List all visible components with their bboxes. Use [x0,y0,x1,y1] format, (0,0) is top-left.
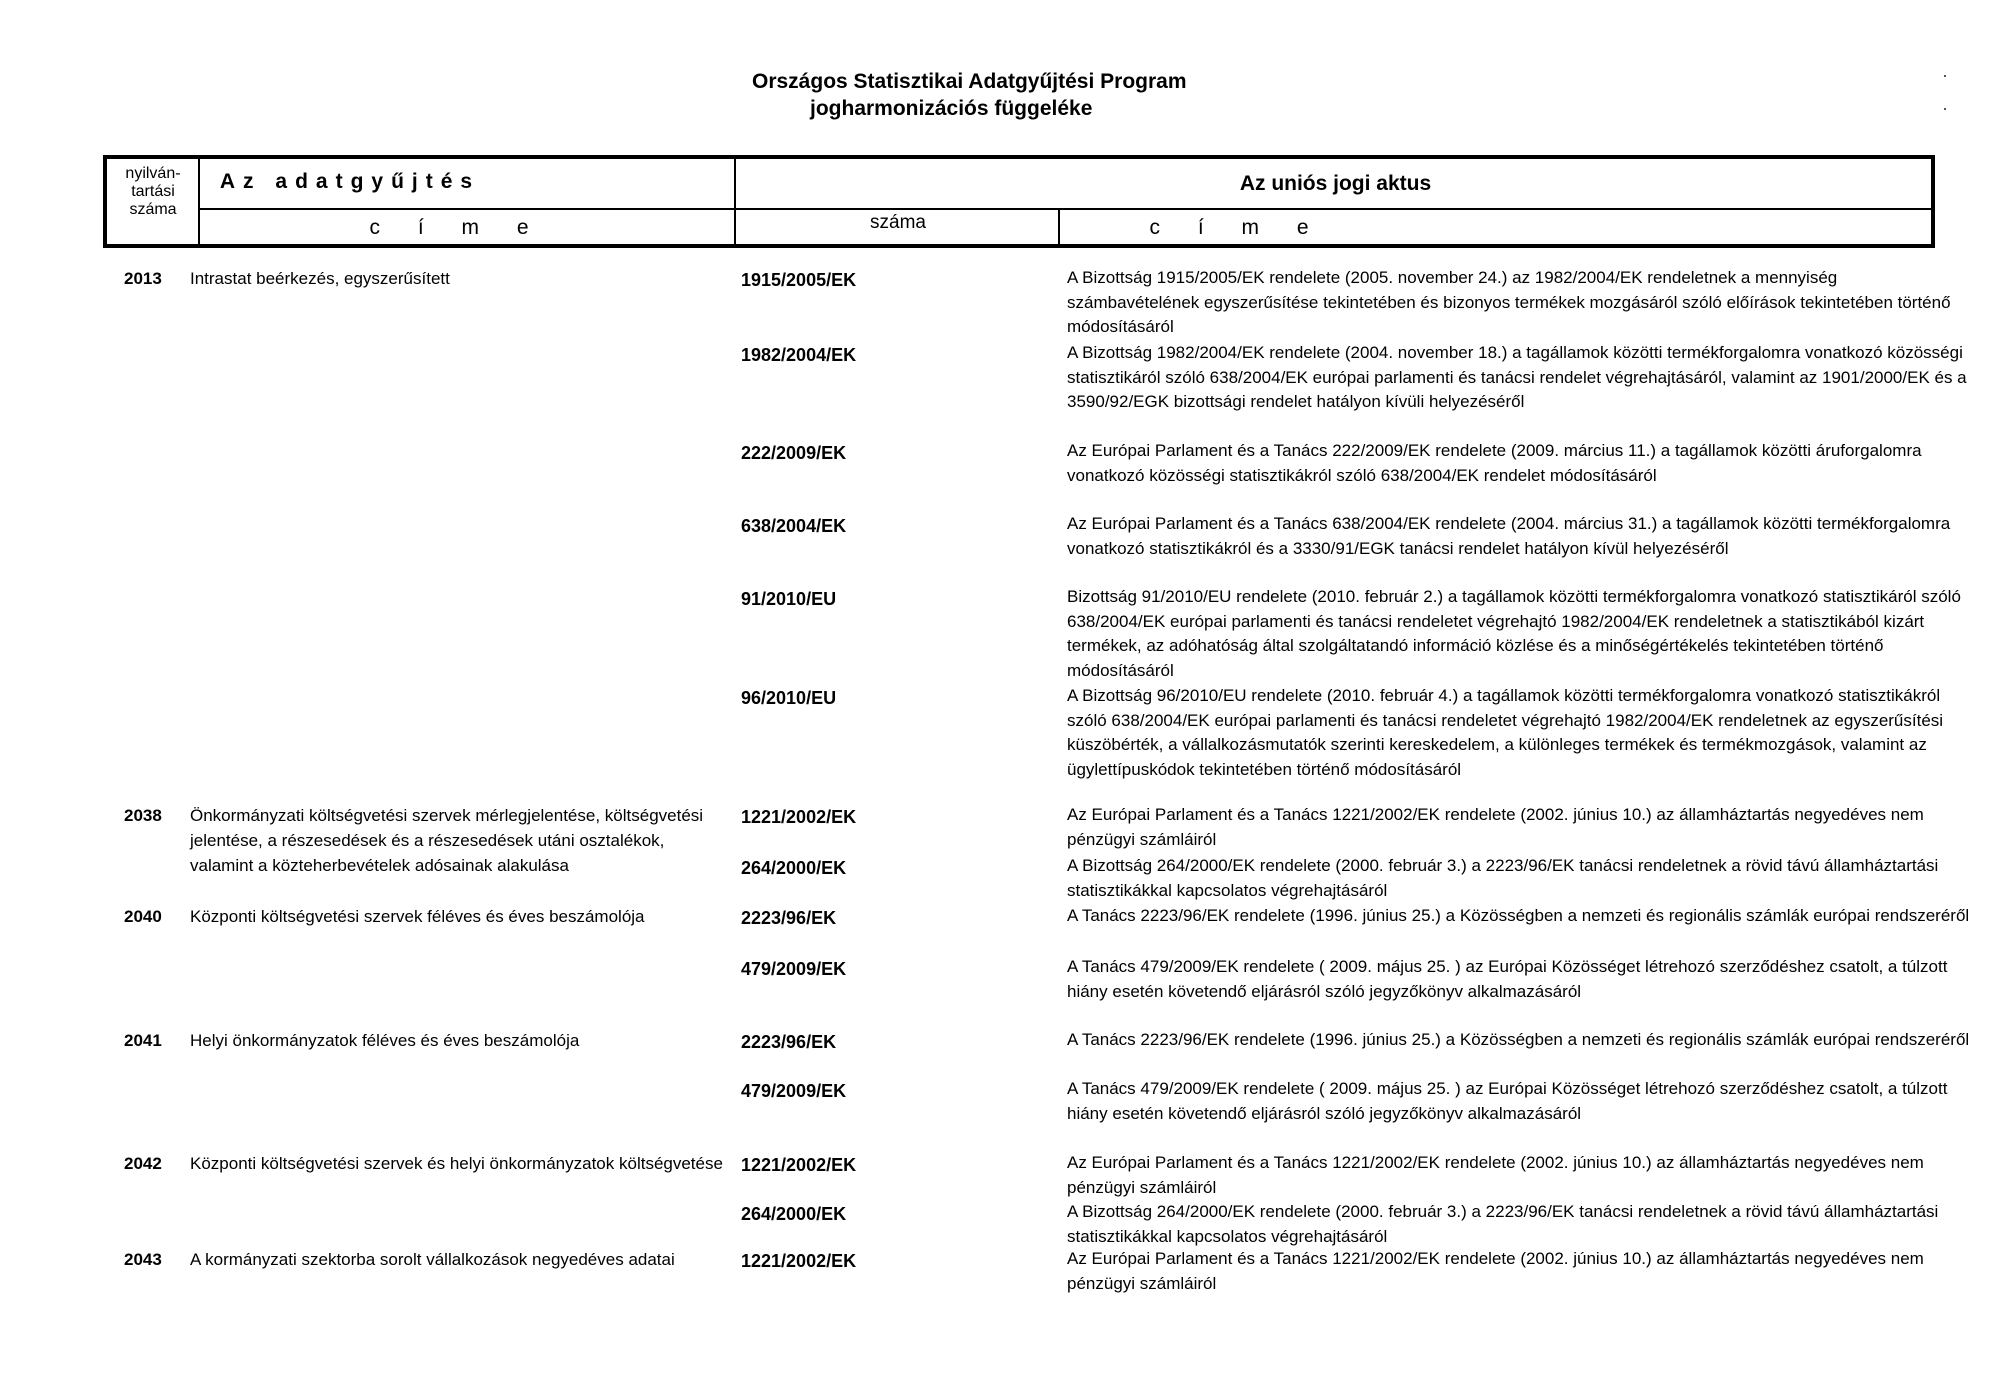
adatgyujtes-cime: A kormányzati szektorba sorolt vállalkozások negyedéves adatai [190,1250,675,1269]
jogi-aktus-szama: 638/2004/EK [741,516,847,536]
jogi-aktus-szama: 479/2009/EK [741,959,847,979]
nyilvantartasi-szam: 2042 [124,1154,162,1173]
jogi-aktus-szama: 264/2000/EK [741,1204,847,1224]
jogi-aktus-szama: 1221/2002/EK [741,807,857,827]
nyilvantartasi-szam: 2040 [124,907,162,926]
nyilvantartasi-szam: 2043 [124,1250,162,1269]
jogi-aktus-cime: Bizottság 91/2010/EU rendelete (2010. február 2.) a tagállamok közötti termékforgalomra vonatkozó statisztikáról szóló 638/2004/EK európai parlamenti és tanácsi rendeletet végrehajtó 1982/2004/EK rendeletnek a statisztikából kizárt termékek, az adóhatóság által szolgáltatandó információ közlése és a minőségértékelés tekintetében történő módosításáról [1067,587,1961,680]
jogi-aktus-szama: 2223/96/EK [741,908,837,928]
jogi-aktus-cime: A Bizottság 1915/2005/EK rendelete (2005. november 24.) az 1982/2004/EK rendeletnek a mennyiség számbavételének egyszerűsítése tekintetében és bizonyos termékek mozgásáról szóló előírások tekintetében történő módosításáról [1067,268,1951,336]
jogi-aktus-szama: 2223/96/EK [741,1032,837,1052]
adatgyujtes-cime: Központi költségvetési szervek féléves és éves beszámolója [190,907,645,926]
jogi-aktus-szama: 1915/2005/EK [741,270,857,290]
header-nyilvantartasi-szama: nyilván- tartási száma [125,165,181,218]
jogi-aktus-cime: A Tanács 2223/96/EK rendelete (1996. június 25.) a Közösségben a nemzeti és regionális számlák európai rendszeréről [1067,906,1970,925]
jogi-aktus-cime: A Tanács 479/2009/EK rendelete ( 2009. május 25. ) az Európai Közösséget létrehozó szerződéshez csatolt, a túlzott hiány esetén követendő eljárásról szóló jegyzőkönyv alkalmazásáról [1067,1079,1948,1123]
header-adatgyujtes-cime: c í m e [369,216,545,239]
adatgyujtes-cime: Intrastat beérkezés, egyszerűsített [190,269,450,288]
jogi-aktus-szama: 91/2010/EU [741,589,837,609]
jogi-aktus-szama: 222/2009/EK [741,443,847,463]
jogi-aktus-szama: 479/2009/EK [741,1081,847,1101]
jogi-aktus-cime: A Tanács 2223/96/EK rendelete (1996. június 25.) a Közösségben a nemzeti és regionális számlák európai rendszeréről [1067,1030,1970,1049]
jogi-aktus-cime: A Bizottság 264/2000/EK rendelete (2000. február 3.) a 2223/96/EK tanácsi rendeletnek a rövid távú államháztartási statisztikákkal kapcsolatos végrehajtásáról [1067,856,1939,900]
jogi-aktus-cime: A Bizottság 264/2000/EK rendelete (2000. február 3.) a 2223/96/EK tanácsi rendeletnek a rövid távú államháztartási statisztikákkal kapcsolatos végrehajtásáról [1067,1202,1939,1246]
jogi-aktus-cime: Az Európai Parlament és a Tanács 1221/2002/EK rendelete (2002. június 10.) az államháztartás negyedéves nem pénzügyi számláiról [1067,1249,1924,1293]
jogi-aktus-cime: A Bizottság 1982/2004/EK rendelete (2004. november 18.) a tagállamok közötti termékforgalomra vonatkozó közösségi statisztikáról szóló 638/2004/EK európai parlamenti és tanácsi rendelet végrehajtásáról, valamint az 1901/2000/EK és a 3590/92/EGK bizottsági rendelet hatályon kívüli helyezéséről [1067,343,1967,411]
adatgyujtes-cime: Helyi önkormányzatok féléves és éves beszámolója [190,1031,580,1050]
jogi-aktus-cime: Az Európai Parlament és a Tanács 1221/2002/EK rendelete (2002. június 10.) az államháztartás negyedéves nem pénzügyi számláiról [1067,805,1924,849]
header-jogi-aktus-szama: száma [870,212,926,233]
jogi-aktus-szama: 1221/2002/EK [741,1251,857,1271]
document-subtitle: jogharmonizációs függeléke [810,97,1093,120]
jogi-aktus-szama: 96/2010/EU [741,688,837,708]
document-title: Országos Statisztikai Adatgyűjtési Program [752,70,1187,93]
jogi-aktus-cime: Az Európai Parlament és a Tanács 1221/2002/EK rendelete (2002. június 10.) az államháztartás negyedéves nem pénzügyi számláiról [1067,1153,1924,1197]
jogi-aktus-szama: 264/2000/EK [741,858,847,878]
nyilvantartasi-szam: 2041 [124,1031,162,1050]
adatgyujtes-cime: Önkormányzati költségvetési szervek mérlegjelentése, költségvetési jelentése, a részesedések és a részesedések utáni osztalékok, valamint a közteherbevételek adósainak alakulása [190,806,704,875]
jogi-aktus-szama: 1221/2002/EK [741,1155,857,1175]
jogi-aktus-cime: Az Európai Parlament és a Tanács 638/2004/EK rendelete (2004. március 31.) a tagállamok közötti termékforgalomra vonatkozó statisztikákról és a 3330/91/EGK tanácsi rendelet hatályon kívül helyezéséről [1067,514,1951,558]
nyilvantartasi-szam: 2038 [124,806,162,825]
header-unios-jogi-aktus: Az uniós jogi aktus [1239,172,1432,195]
adatgyujtes-cime: Központi költségvetési szervek és helyi önkormányzatok költségvetése [190,1154,723,1173]
header-adatgyujtes: Az adatgyűjtés [219,170,481,193]
jogi-aktus-cime: A Bizottság 96/2010/EU rendelete (2010. február 4.) a tagállamok közötti termékforgalomra vonatkozó statisztikákról szóló 638/2004/EK európai parlamenti és tanácsi rendeletet végrehajtó 1982/2004/EK rendeletnek az egyszerűsítési küszöbérték, a vállalkozásmutatók szerinti kereskedelem, a különleges termékek és termékmozgások, valamint az ügylettípuskódok tekintetében történő módosításáról [1067,686,1944,779]
jogi-aktus-cime: A Tanács 479/2009/EK rendelete ( 2009. május 25. ) az Európai Közösséget létrehozó szerződéshez csatolt, a túlzott hiány esetén követendő eljárásról szóló jegyzőkönyv alkalmazásáról [1067,957,1948,1001]
jogi-aktus-cime: Az Európai Parlament és a Tanács 222/2009/EK rendelete (2009. március 11.) a tagállamok közötti áruforgalomra vonatkozó közösségi statisztikákról szóló 638/2004/EK rendelet módosításáról [1067,441,1922,485]
nyilvantartasi-szam: 2013 [124,269,162,288]
jogi-aktus-szama: 1982/2004/EK [741,345,857,365]
header-jogi-aktus-cime: c í m e [1149,216,1325,239]
